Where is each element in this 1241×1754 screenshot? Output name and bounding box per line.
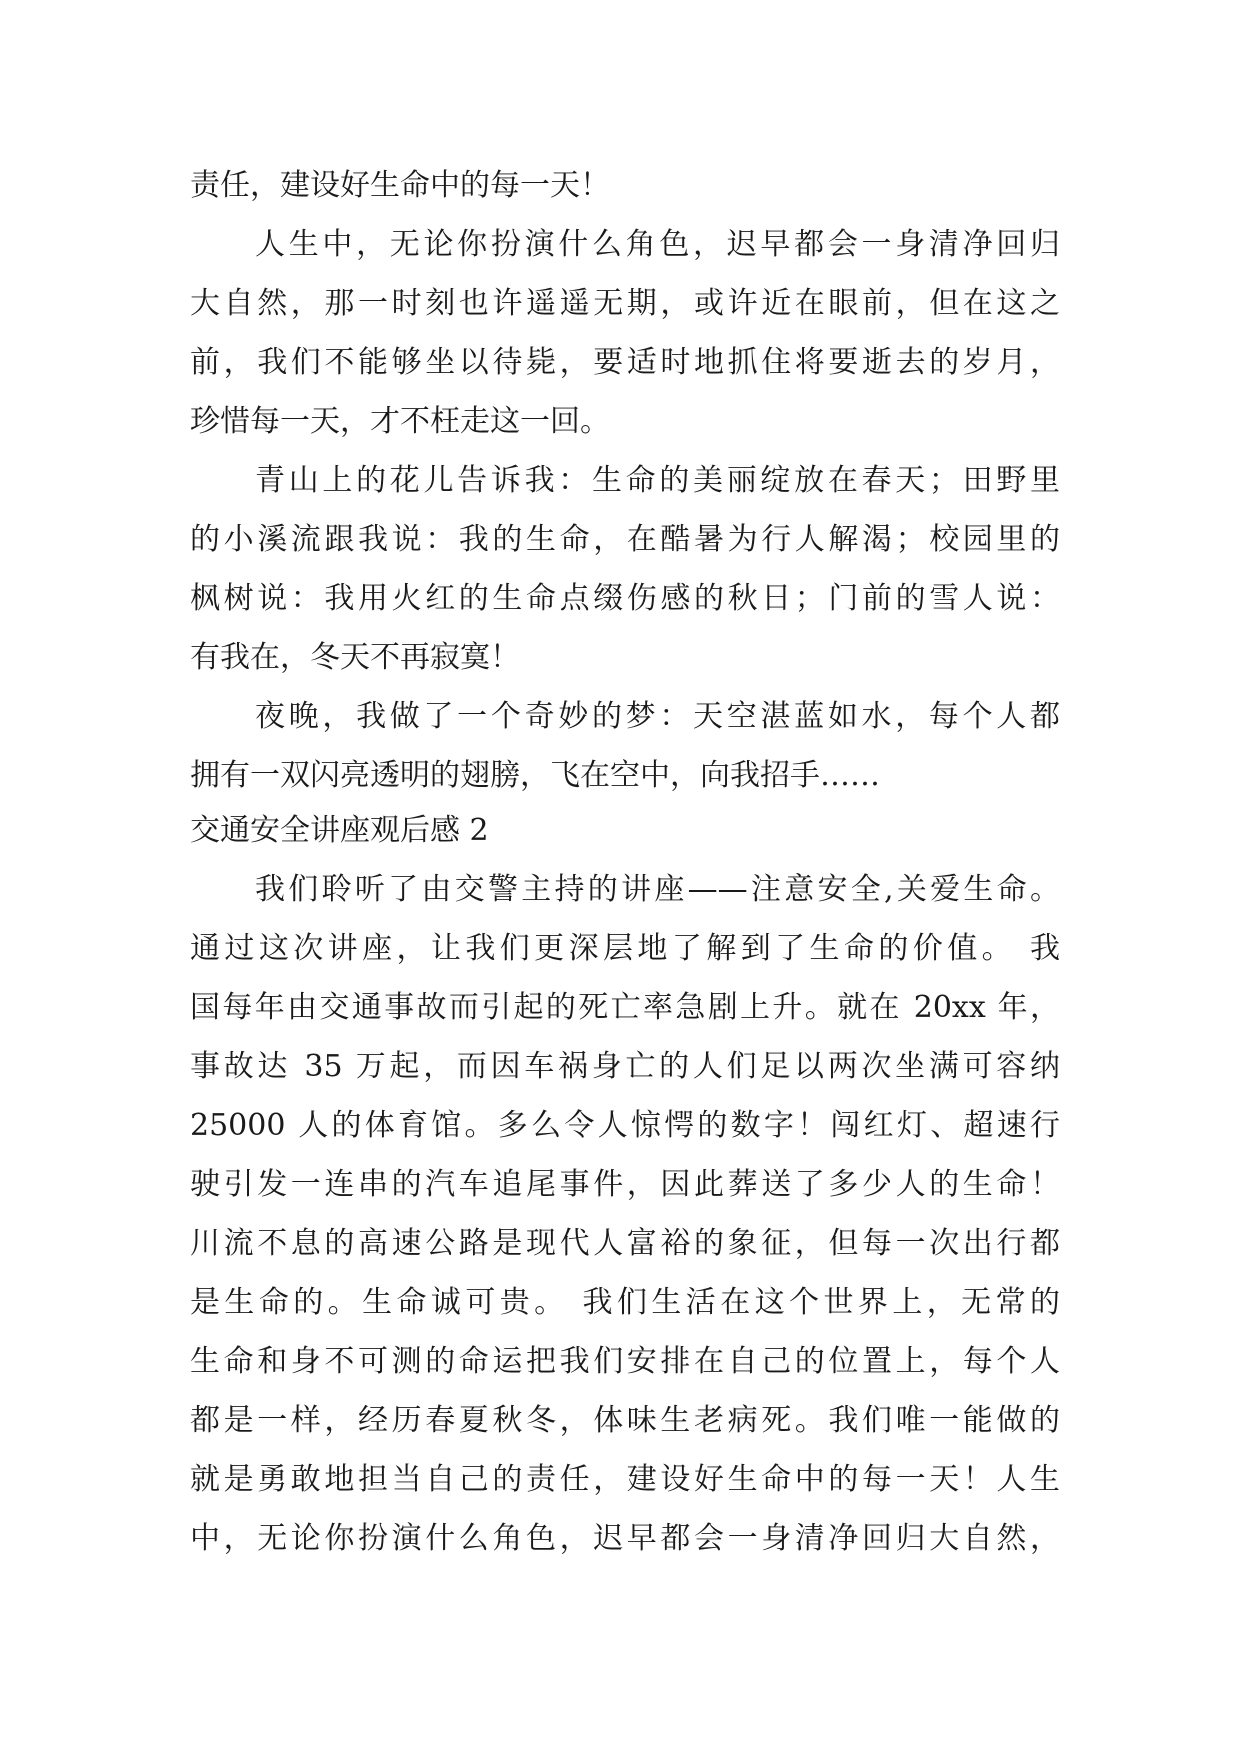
- section-heading: 交通安全讲座观后感 2: [190, 813, 489, 848]
- text-line: 人生中，无论你扮演什么角色，迟早都会一身清净回归: [255, 227, 1060, 262]
- text-line: 珍惜每一天，才不枉走这一回。: [190, 404, 610, 439]
- text-line: 是生命的。生命诚可贵。 我们生活在这个世界上，无常的: [190, 1285, 1060, 1320]
- text-line: 的小溪流跟我说：我的生命，在酷暑为行人解渴；校园里的: [190, 522, 1060, 557]
- text-line: 有我在，冬天不再寂寞！: [190, 640, 520, 675]
- text-line: 责任，建设好生命中的每一天！: [190, 168, 610, 203]
- text-line: 都是一样，经历春夏秋冬，体味生老病死。我们唯一能做的: [190, 1403, 1060, 1438]
- text-line: 通过这次讲座，让我们更深层地了解到了生命的价值。 我: [190, 931, 1060, 966]
- text-line: 25000 人的体育馆。多么令人惊愕的数字！闯红灯、超速行: [190, 1108, 1060, 1143]
- text-line: 中，无论你扮演什么角色，迟早都会一身清净回归大自然，: [190, 1521, 1060, 1556]
- text-line: 前，我们不能够坐以待毙，要适时地抓住将要逝去的岁月，: [190, 345, 1060, 380]
- text-line: 拥有一双闪亮透明的翅膀，飞在空中，向我招手……: [190, 758, 880, 793]
- text-line: 我们聆听了由交警主持的讲座——注意安全,关爱生命。: [255, 872, 1060, 907]
- text-line: 枫树说：我用火红的生命点缀伤感的秋日；门前的雪人说：: [190, 581, 1060, 616]
- text-line: 国每年由交通事故而引起的死亡率急剧上升。就在 20xx 年，: [190, 990, 1060, 1025]
- text-line: 生命和身不可测的命运把我们安排在自己的位置上，每个人: [190, 1344, 1060, 1379]
- text-line: 川流不息的高速公路是现代人富裕的象征，但每一次出行都: [190, 1226, 1060, 1261]
- text-line: 就是勇敢地担当自己的责任，建设好生命中的每一天！人生: [190, 1462, 1060, 1497]
- text-line: 大自然，那一时刻也许遥遥无期，或许近在眼前，但在这之: [190, 286, 1060, 321]
- text-line: 驶引发一连串的汽车追尾事件，因此葬送了多少人的生命！: [190, 1167, 1060, 1202]
- text-line: 事故达 35 万起，而因车祸身亡的人们足以两次坐满可容纳: [190, 1049, 1060, 1084]
- text-line: 青山上的花儿告诉我：生命的美丽绽放在春天；田野里: [255, 463, 1060, 498]
- text-line: 夜晚，我做了一个奇妙的梦：天空湛蓝如水，每个人都: [255, 699, 1060, 734]
